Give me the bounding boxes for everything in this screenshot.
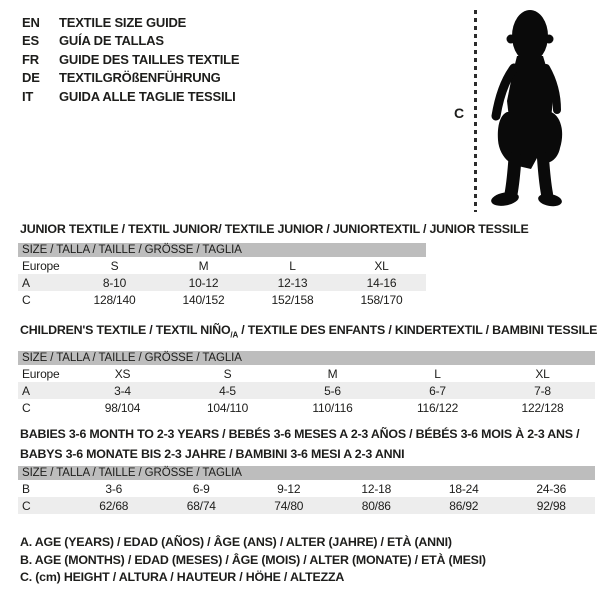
size-header-bar: SIZE / TALLA / TAILLE / GRÖSSE / TAGLIA <box>18 351 595 365</box>
childrens-textile-title <box>20 320 598 345</box>
table-cell: 80/86 <box>361 498 391 513</box>
table-row <box>18 257 426 274</box>
baby-silhouette-icon <box>487 6 571 212</box>
baby-head <box>512 10 548 62</box>
table-cell: 10-12 <box>188 275 219 290</box>
table-cell: L <box>289 258 296 273</box>
babies-textile-title <box>20 424 595 464</box>
childrens-textile-table <box>18 351 595 416</box>
language-label: TEXTILGRÖßENFÜHRUNG <box>59 70 221 86</box>
language-code: IT <box>22 88 34 104</box>
table-cell: 152/158 <box>271 292 314 307</box>
language-code: EN <box>22 14 40 30</box>
table-title-line: CHILDREN'S TEXTILE / TEXTIL $NIÑO_{/A}$ / TEXTILE DES ENFANTS / KINDERTEXTIL / BAMBINI TESSILE <box>20 323 598 340</box>
language-label: GUIDE DES TAILLES TEXTILE <box>59 51 240 67</box>
table-cell: 4-5 <box>219 383 236 398</box>
table-cell: 5-6 <box>324 383 341 398</box>
table-cell: 104/110 <box>206 400 249 415</box>
table-cell: 74/80 <box>274 498 304 513</box>
baby-ear-right <box>545 35 554 44</box>
table-title-line: BABIES 3-6 MONTH TO 2-3 YEARS / BEBÉS 3-6 MESES A 2-3 AÑOS / BÉBÉS 3-6 MOIS À 2-3 ANS / <box>20 427 580 441</box>
table-cell: 62/68 <box>99 498 129 513</box>
junior-textile-title <box>20 219 529 239</box>
size-header-bar: SIZE / TALLA / TAILLE / GRÖSSE / TAGLIA <box>18 466 595 480</box>
table-row <box>18 365 595 382</box>
legend-line-b: B. AGE (MONTHS) / EDAD (MESES) / ÂGE (MOIS) / ALTER (MONATE) / ETÀ (MESI) <box>20 552 486 567</box>
language-row <box>22 87 239 106</box>
height-measure-label: C <box>454 105 465 121</box>
table-cell: 3-4 <box>114 383 131 398</box>
table-cell: S <box>110 258 119 273</box>
table-cell: 9-12 <box>277 481 301 496</box>
language-label: GUÍA DE TALLAS <box>59 33 164 49</box>
junior-textile-table-section <box>18 219 529 307</box>
table-row <box>18 497 595 514</box>
measurement-legend <box>20 534 486 587</box>
row-label: Europe <box>22 258 60 273</box>
language-row <box>22 69 239 88</box>
table-cell: 8-10 <box>102 275 127 290</box>
table-row <box>18 382 595 399</box>
language-row <box>22 32 239 51</box>
table-cell: 3-6 <box>105 481 123 496</box>
row-label: A <box>22 275 30 290</box>
table-cell: 7-8 <box>534 383 551 398</box>
row-label: C <box>22 292 31 307</box>
table-cell: 24-36 <box>536 481 567 496</box>
table-cell: 122/128 <box>521 400 564 415</box>
size-header-bar: SIZE / TALLA / TAILLE / GRÖSSE / TAGLIA <box>18 243 426 257</box>
table-cell: M <box>327 366 338 381</box>
table-cell: 116/122 <box>416 400 459 415</box>
language-row <box>22 50 239 69</box>
junior-textile-table <box>18 243 426 308</box>
babies-textile-table-section <box>18 424 595 513</box>
table-cell: 18-24 <box>448 481 479 496</box>
table-cell: 12-13 <box>277 275 308 290</box>
baby-ear-left <box>507 35 516 44</box>
table-row <box>18 274 426 291</box>
language-label: GUIDA ALLE TAGLIE TESSILI <box>59 88 236 104</box>
table-cell: 110/116 <box>312 400 353 415</box>
legend-line-a: A. AGE (YEARS) / EDAD (AÑOS) / ÂGE (ANS) / ALTER (JAHRE) / ETÀ (ANNI) <box>20 535 452 549</box>
table-cell: 86/92 <box>449 498 479 513</box>
table-cell: L <box>434 366 441 381</box>
table-title-line: JUNIOR TEXTILE / TEXTIL JUNIOR/ TEXTILE JUNIOR / JUNIORTEXTIL / JUNIOR TESSILE <box>20 222 529 236</box>
table-title-line: BABYS 3-6 MONATE BIS 2-3 JAHRE / BAMBINI 3-6 MESI A 2-3 ANNI <box>20 447 405 461</box>
table-cell: 12-18 <box>361 481 392 496</box>
row-label: Europe <box>22 366 60 381</box>
language-code: FR <box>22 51 39 67</box>
row-label: A <box>22 383 30 398</box>
table-row <box>18 480 595 497</box>
table-cell: S <box>223 366 232 381</box>
baby-silhouette-shapes <box>490 10 563 208</box>
row-label: C <box>22 498 31 513</box>
table-cell: 140/152 <box>182 292 225 307</box>
table-cell: 98/104 <box>104 400 141 415</box>
table-cell: 6-9 <box>192 481 210 496</box>
babies-textile-table <box>18 466 595 514</box>
childrens-textile-table-section <box>18 320 598 415</box>
language-code: DE <box>22 70 40 86</box>
table-cell: XL <box>374 258 389 273</box>
table-cell: 14-16 <box>366 275 397 290</box>
table-cell: 6-7 <box>429 383 446 398</box>
baby-leg-right <box>543 158 547 194</box>
language-list <box>22 13 239 106</box>
baby-leg-left <box>511 158 515 194</box>
table-cell: 68/74 <box>186 498 216 513</box>
table-cell: 128/140 <box>93 292 136 307</box>
table-cell: 92/98 <box>536 498 566 513</box>
baby-shorts <box>498 112 562 169</box>
table-cell: M <box>198 258 209 273</box>
height-measure-dashed-line <box>474 10 477 212</box>
table-row <box>18 399 595 416</box>
table-cell: XL <box>535 366 550 381</box>
table-row <box>18 291 426 308</box>
legend-line-c: C. (cm) HEIGHT / ALTURA / HAUTEUR / HÖHE / ALTEZZA <box>20 570 345 584</box>
language-label: TEXTILE SIZE GUIDE <box>59 14 187 30</box>
row-label: B <box>22 481 30 496</box>
language-row <box>22 13 239 32</box>
language-code: ES <box>22 33 39 49</box>
row-label: C <box>22 400 31 415</box>
table-cell: 158/170 <box>360 292 403 307</box>
table-cell: XS <box>114 366 131 381</box>
